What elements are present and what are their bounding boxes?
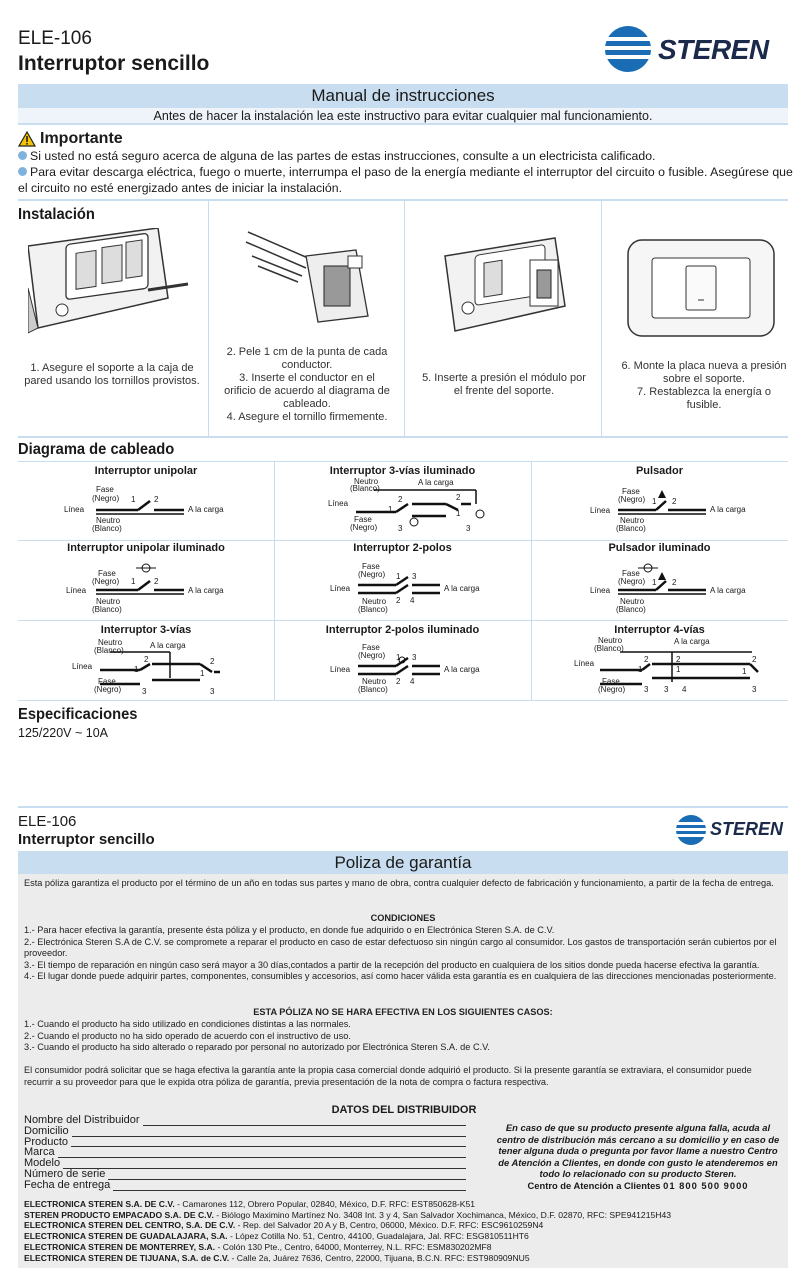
specs-value: 125/220V ~ 10A bbox=[18, 726, 109, 740]
divider bbox=[18, 700, 788, 701]
label: 2 bbox=[396, 596, 401, 605]
important-bullet-2 bbox=[18, 164, 793, 196]
field-label: Número de serie bbox=[24, 1167, 106, 1180]
label: Neutro bbox=[598, 636, 623, 645]
step-1-text: 1. Asegure el soporte a la caja de pared usando los tornillos provistos. bbox=[24, 362, 200, 387]
company-name: ELECTRONICA STEREN DE GUADALAJARA, S.A. bbox=[24, 1231, 228, 1242]
company-address: - Calle 2a, Juárez 7636, Centro, 22000, Tijuana, B.C.N. RFC: EST980909NU5 bbox=[229, 1252, 530, 1263]
important-bullet-1 bbox=[18, 148, 793, 164]
label: Neutro bbox=[96, 516, 121, 525]
condition-3: 3.- El tiempo de reparación en ningún caso será mayor a 30 días,contados a partir de la recepción del producto en cualquiera de los sitios donde pueda hacerse efectiva la garantía. bbox=[24, 959, 760, 970]
bullet-icon bbox=[18, 151, 27, 160]
label: 3 bbox=[210, 687, 215, 696]
divider bbox=[531, 462, 532, 700]
divider bbox=[18, 461, 788, 462]
label: (Negro) bbox=[92, 494, 120, 503]
diagram-2polos-iluminado bbox=[330, 640, 530, 696]
bullet-icon bbox=[18, 167, 27, 176]
label: 1 bbox=[652, 578, 657, 587]
label: 2 bbox=[672, 497, 677, 506]
warranty-closing: El consumidor podrá solicitar que se haga efectiva la garantía ante la propia casa comercial donde adquirió el producto. Si la presente garantía se extraviara, el consumidor puede recurrir a su proveedor para que le expida otra póliza de garantía, previa presentación de la nota de compra o factura respectiva. bbox=[24, 1065, 752, 1087]
label: (Blanco) bbox=[94, 646, 124, 655]
step-3-text: 5. Inserte a presión el módulo por el frente del soporte. bbox=[422, 372, 586, 397]
label: Neutro bbox=[354, 477, 379, 486]
divider bbox=[274, 462, 275, 700]
company-address: - Biólogo Maximino Martínez No. 3408 Int. 3 y 4, San Salvador Xochimanca, México, D.F. 02870, RFC: SPE941215H43 bbox=[213, 1209, 672, 1220]
label: 2 bbox=[676, 655, 681, 664]
condition-1: 1.- Para hacer efectiva la garantía, presente ésta póliza y el producto, en donde fue adquirido o en Electrónica Steren S.A. de C.V. bbox=[24, 925, 555, 935]
diagram-title: Interruptor 2-polos iluminado bbox=[325, 624, 480, 636]
brand-field[interactable] bbox=[24, 1147, 466, 1158]
address-list bbox=[24, 1199, 784, 1263]
support-line bbox=[496, 1180, 780, 1192]
label: 3 bbox=[412, 653, 417, 662]
diagram-title: Pulsador bbox=[635, 465, 684, 477]
step-4a: 6. Monte la placa nueva a presión sobre el soporte. bbox=[621, 360, 787, 385]
label: 1 bbox=[200, 669, 205, 678]
label: 1 bbox=[388, 505, 393, 514]
label: Neutro bbox=[620, 597, 645, 606]
label: (Blanco) bbox=[358, 605, 388, 614]
support-label: Centro de Atención a Clientes bbox=[527, 1179, 661, 1191]
diagram-title: Interruptor 3-vías iluminado bbox=[329, 465, 476, 477]
address-item bbox=[24, 1199, 784, 1210]
label: Neutro bbox=[96, 597, 121, 606]
label: 3 bbox=[664, 685, 669, 694]
field-label: Modelo bbox=[24, 1157, 61, 1170]
label: Línea bbox=[574, 659, 595, 668]
brand-name: STEREN bbox=[658, 34, 769, 65]
product-title: Interruptor sencillo bbox=[18, 52, 210, 75]
distributor-title: DATOS DEL DISTRIBUIDOR bbox=[331, 1104, 477, 1116]
exclusions-title: ESTA PÓLIZA NO SE HARA EFECTIVA EN LOS SIGUIENTES CASOS: bbox=[253, 1007, 553, 1017]
address-item bbox=[24, 1242, 784, 1253]
support-note-text: En caso de que su producto presente alguna falla, acuda al centro de distribución más cercano a su domicilio y en caso de tener alguna duda o pregunta por favor llame a nuestro Centro de Atención a Clientes, en donde con gusto le atenderemos en todo lo relacionado con su producto Steren. bbox=[496, 1122, 780, 1180]
conditions-list bbox=[24, 925, 782, 983]
label: Línea bbox=[330, 584, 351, 593]
label: A la carga bbox=[444, 584, 480, 593]
label: Fase bbox=[622, 569, 640, 578]
field-label: Producto bbox=[24, 1135, 69, 1148]
exclusions-list bbox=[24, 1019, 782, 1054]
divider bbox=[18, 199, 788, 201]
label: 4 bbox=[410, 596, 415, 605]
label: (Negro) bbox=[350, 523, 378, 532]
specs-heading: Especificaciones bbox=[18, 706, 138, 723]
label: Fase bbox=[362, 643, 380, 652]
label: A la carga bbox=[444, 665, 480, 674]
field-label: Domicilio bbox=[24, 1124, 69, 1137]
diagram-pulsador bbox=[588, 484, 788, 534]
divider bbox=[208, 201, 209, 436]
diagram-title: Pulsador iluminado bbox=[608, 542, 711, 554]
label: (Blanco) bbox=[92, 605, 122, 614]
label: Fase bbox=[362, 562, 380, 571]
company-address: - López Cotilla No. 51, Centro, 44100, Guadalajara, Jal. RFC: ESG810511HT6 bbox=[227, 1231, 529, 1242]
label: Fase bbox=[96, 485, 114, 494]
label: Línea bbox=[66, 586, 87, 595]
label: A la carga bbox=[418, 478, 454, 487]
exclusion-2: 2.- Cuando el producto no ha sido operado de acuerdo con el instructivo de uso. bbox=[24, 1030, 351, 1041]
divider bbox=[404, 201, 405, 436]
diagram-title: Interruptor 3-vías bbox=[100, 624, 192, 636]
delivery-date-field[interactable] bbox=[24, 1180, 466, 1191]
label: 2 bbox=[210, 657, 215, 666]
label: 3 bbox=[412, 572, 417, 581]
label: A la carga bbox=[710, 505, 746, 514]
label: 2 bbox=[144, 655, 149, 664]
condition-2: 2.- Electrónica Steren S.A de C.V. se compromete a reparar el producto en caso de estar defectuoso sin ningún cargo al consumidor. Los gastos de transportación serán cubiertos por el proveedor. bbox=[24, 936, 777, 958]
step-2c: 4. Asegure el tornillo firmemente. bbox=[226, 411, 388, 423]
label: Fase bbox=[622, 487, 640, 496]
exclusion-3: 3.- Cuando el producto ha sido alterado o reparado por personal no autorizado por Electrónica Steren S.A. de C.V. bbox=[24, 1042, 490, 1052]
step-2a: 2. Pele 1 cm de la punta de cada conductor. bbox=[226, 346, 388, 371]
important-title: Importante bbox=[40, 130, 123, 147]
diagram-title: Interruptor 4-vías bbox=[614, 624, 705, 636]
company-name: ELECTRONICA STEREN DEL CENTRO, S.A. DE C.V. bbox=[24, 1220, 236, 1231]
step2-illustration bbox=[238, 226, 378, 341]
step4-illustration bbox=[626, 238, 776, 343]
label: Neutro bbox=[620, 516, 645, 525]
divider bbox=[18, 436, 788, 438]
label: 1 bbox=[396, 653, 401, 662]
label: Línea bbox=[330, 665, 351, 674]
divider bbox=[18, 806, 788, 808]
exclusion-1: 1.- Cuando el producto ha sido utilizado en condiciones distintas a las normales. bbox=[24, 1019, 351, 1029]
warning-icon bbox=[18, 131, 36, 147]
label: Fase bbox=[98, 569, 116, 578]
company-name: ELECTRONICA STEREN S.A. DE C.V. bbox=[24, 1199, 175, 1209]
label: 1 bbox=[742, 667, 747, 676]
label: (Blanco) bbox=[358, 685, 388, 694]
divider bbox=[601, 201, 602, 436]
label: (Negro) bbox=[358, 651, 386, 660]
label: 1 bbox=[676, 665, 681, 674]
company-name: ELECTRONICA STEREN DE TIJUANA, S.A. de C.V. bbox=[24, 1252, 230, 1263]
distributor-form bbox=[24, 1115, 466, 1191]
step-2b: 3. Inserte el conductor en el orificio de acuerdo al diagrama de cableado. bbox=[224, 372, 390, 410]
label: (Negro) bbox=[358, 570, 386, 579]
label: A la carga bbox=[188, 505, 224, 514]
label: Neutro bbox=[98, 638, 123, 647]
label: Fase bbox=[98, 677, 116, 686]
label: Fase bbox=[602, 677, 620, 686]
important-block bbox=[18, 130, 123, 148]
support-phone: 01 800 500 9000 bbox=[663, 1179, 749, 1191]
support-note bbox=[496, 1122, 780, 1192]
label: 3 bbox=[644, 685, 649, 694]
diagram-3vias-iluminado bbox=[326, 478, 526, 536]
warranty-title: Interruptor sencillo bbox=[18, 831, 155, 848]
address-item bbox=[24, 1210, 784, 1221]
label: 1 bbox=[131, 577, 136, 586]
label: (Blanco) bbox=[594, 644, 624, 653]
address-field[interactable] bbox=[24, 1126, 466, 1137]
label: (Blanco) bbox=[616, 605, 646, 614]
label: 2 bbox=[644, 655, 649, 664]
field-label: Nombre del Distribuidor bbox=[24, 1114, 140, 1126]
label: (Negro) bbox=[598, 685, 626, 694]
field-label: Marca bbox=[24, 1146, 55, 1159]
wiring-heading: Diagrama de cableado bbox=[18, 441, 175, 458]
step3-illustration bbox=[440, 236, 570, 341]
label: 3 bbox=[142, 687, 147, 696]
label: 1 bbox=[652, 497, 657, 506]
company-address: - Camarones 112, Obrero Popular, 02840, México, D.F. RFC: EST850628-K51 bbox=[174, 1199, 476, 1209]
company-name: ELECTRONICA STEREN DE MONTERREY, S.A. bbox=[24, 1241, 216, 1252]
label: A la carga bbox=[674, 637, 710, 646]
manual-heading: Manual de instrucciones bbox=[18, 84, 788, 108]
bullet-text: Si usted no está seguro acerca de alguna de las partes de estas instrucciones, consulte a un electricista calificado. bbox=[30, 149, 656, 163]
diagram-unipolar bbox=[60, 484, 260, 534]
label: 2 bbox=[672, 578, 677, 587]
step1-illustration bbox=[28, 228, 198, 343]
diagram-4vias bbox=[572, 636, 788, 696]
warranty-model: ELE-106 bbox=[18, 813, 77, 830]
label: 3 bbox=[752, 685, 757, 694]
label: A la carga bbox=[710, 586, 746, 595]
label: 2 bbox=[456, 493, 461, 502]
diagram-title: Interruptor 2-polos bbox=[353, 542, 452, 554]
label: 4 bbox=[682, 685, 687, 694]
diagram-pulsador-iluminado bbox=[588, 562, 788, 618]
field-label: Fecha de entrega bbox=[24, 1178, 111, 1191]
label: (Negro) bbox=[92, 577, 120, 586]
label: 2 bbox=[398, 495, 403, 504]
diagram-3vias bbox=[70, 638, 270, 696]
label: A la carga bbox=[150, 641, 186, 650]
diagram-unipolar-iluminado bbox=[60, 560, 260, 616]
conditions-title: CONDICIONES bbox=[370, 913, 436, 923]
label: Línea bbox=[328, 499, 349, 508]
label: (Negro) bbox=[94, 685, 122, 694]
steren-logo bbox=[600, 24, 790, 74]
label: Neutro bbox=[362, 677, 387, 686]
label: Neutro bbox=[362, 597, 387, 606]
diagram-title: Interruptor unipolar bbox=[94, 465, 198, 477]
company-address: - Rep. del Salvador 20 A y B, Centro, 06000, México. D.F. RFC: ESC9610259N4 bbox=[235, 1220, 544, 1231]
step-4b: 7. Restablezca la energía o fusible. bbox=[637, 386, 771, 411]
diagram-2polos bbox=[330, 563, 530, 617]
label: 1 bbox=[456, 509, 461, 518]
label: 1 bbox=[638, 665, 643, 674]
step-2-text bbox=[222, 346, 392, 424]
label: (Negro) bbox=[618, 577, 646, 586]
address-item bbox=[24, 1220, 784, 1231]
label: Línea bbox=[590, 506, 611, 515]
label: 3 bbox=[466, 524, 471, 533]
label: Fase bbox=[354, 515, 372, 524]
divider bbox=[18, 540, 788, 541]
condition-4: 4.- El lugar donde puede adquirir partes, componentes, consumibles y accesorios, así como hacer válida esta garantía es en cualquiera de las direcciones mencionadas posteriormente. bbox=[24, 971, 777, 981]
warranty-intro: Esta póliza garantiza el producto por el término de un año en todas sus partes y mano de obra, contra cualquier defecto de fabricación y funcionamiento, a partir de la fecha de entrega. bbox=[24, 878, 774, 888]
label: Línea bbox=[590, 586, 611, 595]
label: 1 bbox=[131, 495, 136, 504]
divider bbox=[18, 620, 788, 621]
label: 2 bbox=[154, 577, 159, 586]
model-number: ELE-106 bbox=[18, 28, 92, 49]
label: Línea bbox=[64, 505, 85, 514]
company-address: - Colón 130 Pte., Centro, 64000, Monterrey, N.L. RFC: ESM830202MF8 bbox=[215, 1241, 492, 1252]
label: (Blanco) bbox=[350, 484, 380, 493]
label: (Blanco) bbox=[616, 524, 646, 533]
distributor-name-field[interactable] bbox=[24, 1115, 466, 1126]
bullet-text: Para evitar descarga eléctrica, fuego o muerte, interrumpa el paso de la energía mediante el interruptor del circuito o fusible. Asegúrese que el circuito no esté energizado antes de iniciar la instalación. bbox=[18, 165, 793, 195]
step-4-text bbox=[620, 360, 788, 412]
label: Línea bbox=[72, 662, 93, 671]
installation-heading: Instalación bbox=[18, 206, 95, 223]
warranty-heading: Poliza de garantía bbox=[18, 851, 788, 874]
label: A la carga bbox=[188, 586, 224, 595]
brand-name: STEREN bbox=[710, 819, 784, 839]
label: 1 bbox=[396, 572, 401, 581]
label: 2 bbox=[396, 677, 401, 686]
label: 3 bbox=[398, 524, 403, 533]
label: 1 bbox=[134, 665, 139, 674]
company-name: STEREN PRODUCTO EMPACADO S.A. DE C.V. bbox=[24, 1209, 214, 1220]
address-item bbox=[24, 1231, 784, 1242]
label: 4 bbox=[410, 677, 415, 686]
label: (Negro) bbox=[618, 495, 646, 504]
address-item bbox=[24, 1253, 784, 1264]
diagram-title: Interruptor unipolar iluminado bbox=[67, 542, 225, 554]
label: 2 bbox=[154, 495, 159, 504]
product-field[interactable] bbox=[24, 1137, 466, 1148]
label: (Blanco) bbox=[92, 524, 122, 533]
steren-logo-small bbox=[674, 814, 794, 846]
manual-subheading: Antes de hacer la instalación lea este instructivo para evitar cualquier mal funcionamiento. bbox=[18, 108, 788, 125]
label: 2 bbox=[752, 655, 757, 664]
